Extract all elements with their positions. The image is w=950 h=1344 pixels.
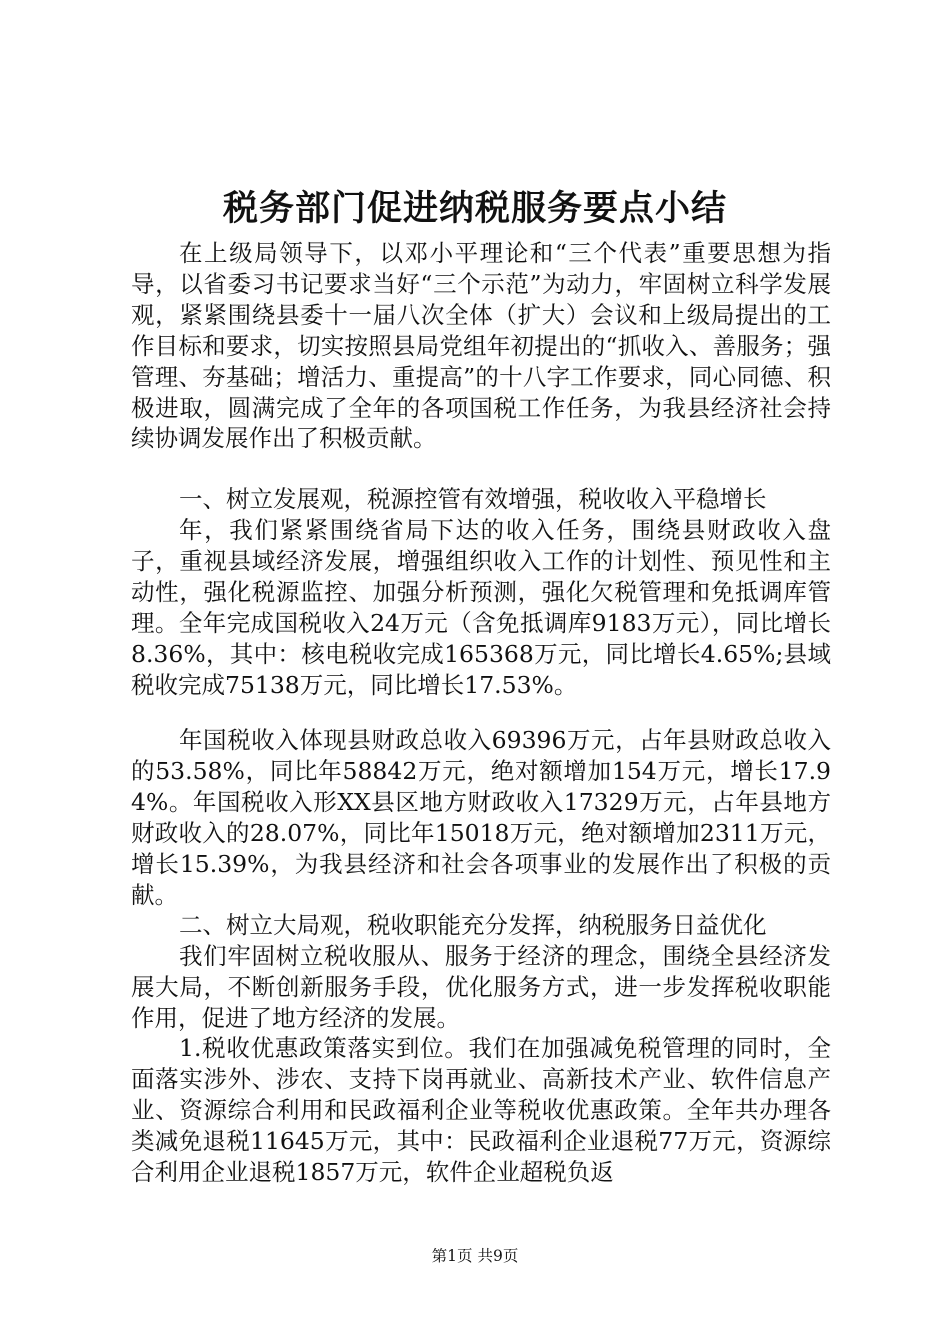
section-2-paragraph-2: 1.税收优惠政策落实到位。我们在加强减免税管理的同时，全面落实涉外、涉农、支持下岗再就业、高新技术产业、软件信息产业、资源综合利用和民政福利企业等税收优惠政策。全年共办理各类减免退税11645万元，其中：民政福利企业退税77万元，资源综合利用企业退税1857万元，软件企业超税负返 [131,1034,831,1186]
section-heading-2: 二、树立大局观，税收职能充分发挥，纳税服务日益优化 [179,911,767,939]
intro-paragraph: 在上级局领导下，以邓小平理论和“三个代表”重要思想为指导，以省委习书记要求当好“三个示范”为动力，牢固树立科学发展观，紧紧围绕县委十一届八次全体（扩大）会议和上级局提出的工作目标和要求，切实按照县局党组年初提出的“抓收入、善服务；强管理、夯基础；增活力、重提高”的十八字工作要求，同心同德、积极进取，圆满完成了全年的各项国税工作任务，为我县经济社会持续协调发展作出了积极贡献。 [131,239,831,453]
document-title: 税务部门促进纳税服务要点小结 [222,188,727,229]
section-2-paragraph-1: 我们牢固树立税收服从、服务于经济的理念，围绕全县经济发展大局，不断创新服务手段，优化服务方式，进一步发挥税收职能作用，促进了地方经济的发展。 [131,942,831,1032]
section-heading-1: 一、树立发展观，税源控管有效增强，税收收入平稳增长 [179,485,767,513]
section-1-paragraph-2: 年国税收入体现县财政总收入69396万元，占年县财政总收入的53.58%，同比年58842万元，绝对额增加154万元，增长17.94%。年国税收入形XX县区地方财政收入17329万元，占年县地方财政收入的28.07%，同比年15018万元，绝对额增加2311万元，增长15.39%，为我县经济和社会各项事业的发展作出了积极的贡献。 [131,726,831,909]
page-number-footer: 第1页 共9页 [431,1247,519,1265]
section-1-paragraph-1: 年，我们紧紧围绕省局下达的收入任务，围绕县财政收入盘子，重视县域经济发展，增强组织收入工作的计划性、预见性和主动性，强化税源监控、加强分析预测，强化欠税管理和免抵调库管理。全年完成国税收入24万元（含免抵调库9183万元），同比增长8.36%，其中：核电税收完成165368万元，同比增长4.65%;县域税收完成75138万元，同比增长17.53%。 [131,516,831,699]
